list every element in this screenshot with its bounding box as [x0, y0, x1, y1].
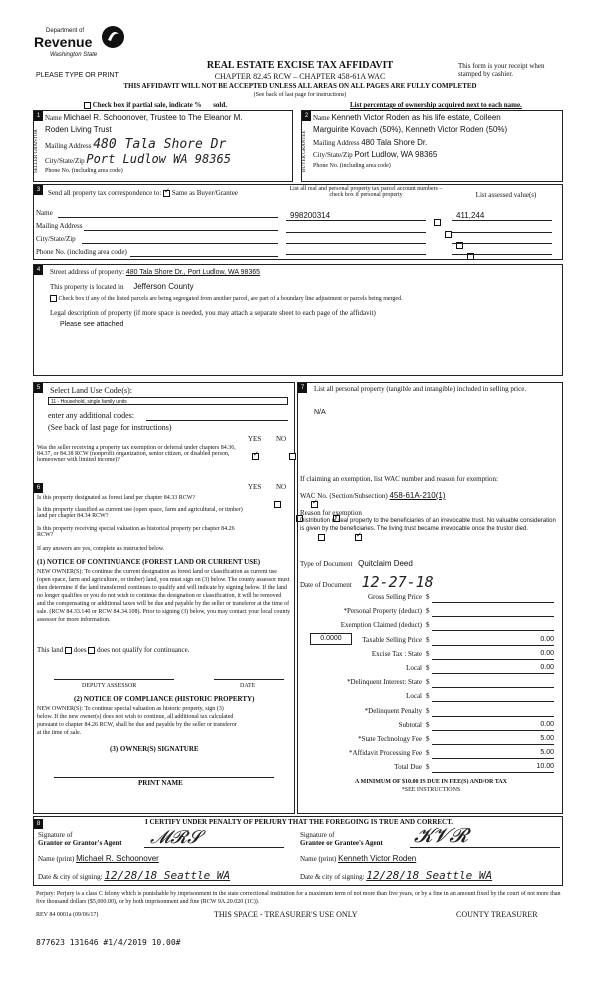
- exemption-yes-checkbox[interactable]: [252, 453, 259, 460]
- assessed-header: List assessed value(s): [475, 191, 537, 199]
- calc-value[interactable]: 0.00: [432, 721, 554, 731]
- calc-value[interactable]: 0.00: [432, 650, 554, 660]
- yes-header-2: YES: [248, 483, 262, 491]
- section-1-number: 1: [34, 111, 43, 121]
- seller-phone-label: Phone No. (including area code): [45, 168, 123, 174]
- calc-label: *Delinquent Penalty: [364, 706, 422, 715]
- calc-row: [300, 593, 562, 605]
- see-instructions: *SEE INSTRUCTIONS: [401, 787, 461, 793]
- form-chapter: CHAPTER 82.45 RCW – CHAPTER 458-61A WAC: [214, 72, 386, 81]
- section-8: [33, 816, 563, 886]
- county[interactable]: Jefferson County: [133, 282, 194, 291]
- same-as-buyer-label: Same as Buyer/Grantee: [171, 189, 238, 197]
- section-6-number: 6: [34, 483, 43, 493]
- doc-type[interactable]: Quitclaim Deed: [358, 559, 413, 568]
- personal-property-checkbox-2[interactable]: [445, 231, 452, 238]
- seller-side-label: SELLER GRANTOR: [34, 129, 39, 173]
- land-use-code-select[interactable]: [48, 397, 288, 405]
- logo-state: Washington State: [50, 52, 98, 58]
- exemption-question: Was the seller receiving a property tax exemption or deferral under chapters 84.36, 84.37, or 84.38 RCW (nonprofit organization, senior citizen, or disabled person, homeowner with limited income)?: [37, 445, 236, 463]
- county-treasurer: COUNTY TREASURER: [456, 910, 538, 919]
- buyer-name-label: Name: [313, 114, 330, 122]
- notice-1-title: (1) NOTICE OF CONTINUANCE (FOREST LAND OR CURRENT USE): [37, 558, 261, 566]
- does-checkbox[interactable]: [65, 647, 72, 654]
- dollar-sign: $: [426, 607, 430, 616]
- calc-row: [300, 763, 562, 775]
- treasurer-space: THIS SPACE - TREASURER'S USE ONLY: [214, 910, 358, 919]
- grantee-date-label: Date & city of signing:: [300, 873, 365, 881]
- owner-signature-line[interactable]: [54, 777, 274, 778]
- calc-value[interactable]: [432, 593, 554, 603]
- seller-city[interactable]: Port Ludlow WA 98365: [86, 152, 231, 166]
- local-rate-box[interactable]: [310, 633, 352, 645]
- same-as-buyer-checkbox[interactable]: [163, 190, 170, 197]
- exemption-no-checkbox[interactable]: [289, 453, 296, 460]
- dollar-sign: $: [426, 649, 430, 658]
- buyer-name-1[interactable]: Kenneth Victor Roden as his life estate, Colleen: [331, 113, 501, 122]
- grantee-signature[interactable]: 𝓚𝓥𝓡: [414, 823, 468, 847]
- land-use-title: Select Land Use Code(s):: [50, 386, 132, 395]
- date-label: DATE: [240, 683, 256, 689]
- current-use-question: Is this property classified as current use (open space, farm and agricultural, or timber) land per chapter 84.34 RCW?: [37, 507, 243, 519]
- logo-dept: Department of: [46, 28, 85, 34]
- grantor-name[interactable]: Michael R. Schoonover: [76, 854, 159, 863]
- doc-date-label: Date of Document: [300, 581, 352, 589]
- seller-name-2[interactable]: Roden Living Trust: [45, 125, 112, 134]
- date-line[interactable]: [214, 679, 284, 680]
- dollar-sign: $: [426, 593, 430, 601]
- segregate-checkbox[interactable]: [50, 295, 57, 302]
- grantee-label: Grantee or Grantee's Agent: [300, 839, 383, 847]
- dollar-sign: $: [426, 692, 430, 701]
- street-label: Street address of property:: [50, 268, 125, 276]
- section-1-seller: [33, 110, 293, 182]
- calc-label: Local: [406, 692, 422, 701]
- grantee-name[interactable]: Kenneth Victor Roden: [338, 854, 417, 863]
- section-2-number: 2: [302, 111, 311, 121]
- section-3-number: 3: [34, 185, 43, 195]
- wac-number[interactable]: 458-61A-210(1): [389, 491, 446, 500]
- seller-mail-label: Mailing Address: [45, 142, 92, 150]
- seller-mail[interactable]: 480 Tala Shore Dr: [93, 137, 227, 152]
- revenue-swirl-icon: [100, 24, 126, 50]
- section-3: [33, 184, 563, 260]
- rev-number: REV 84 0001a (09/06/17): [36, 912, 99, 918]
- seller-name-label: Name: [45, 114, 62, 122]
- logo: [34, 24, 134, 64]
- sec3-phone-label: Phone No. (including area code): [36, 248, 127, 256]
- send-label: Send all property tax correspondence to:: [48, 189, 162, 197]
- buyer-side-label: BUYER GRANTEE: [302, 130, 307, 172]
- calc-row: [300, 650, 562, 662]
- ownership-note: List percentage of ownership acquired next to each name.: [350, 101, 522, 109]
- street-address[interactable]: 480 Tala Shore Dr., Port Ludlow, WA 98365: [125, 269, 261, 276]
- partial-row: [84, 101, 227, 109]
- calc-row: [300, 664, 562, 676]
- section-7-number: 7: [298, 383, 307, 393]
- dollar-sign: $: [426, 720, 430, 729]
- calc-label: Total Due: [394, 763, 422, 772]
- grantor-date[interactable]: 12/28/18 Seattle WA: [104, 869, 231, 882]
- yes-header-1: YES: [248, 435, 262, 443]
- historic-question: Is this property receiving special valuation as historical property per chapter 84.26 RCW?: [37, 526, 235, 538]
- section-8-number: 8: [34, 819, 43, 829]
- calc-value[interactable]: [432, 692, 554, 702]
- segregate-label: Check box if any of the listed parcels are being segregated from another parcel, are part of a boundary line adjustment or parcels being merged.: [58, 295, 403, 302]
- back-note: (See back of last page for instructions): [253, 92, 347, 98]
- instructions: If any answers are yes, complete as instructed below.: [37, 546, 165, 552]
- doc-date[interactable]: 12-27-18: [361, 573, 434, 591]
- buyer-city-label: City/State/Zip: [313, 151, 353, 159]
- deputy-line[interactable]: [54, 679, 174, 680]
- calc-label: Gross Selling Price: [367, 593, 422, 601]
- calc-value[interactable]: 5.00: [432, 735, 554, 745]
- calc-value[interactable]: [432, 621, 554, 631]
- forest-yes-checkbox[interactable]: [274, 501, 281, 508]
- does-not-checkbox[interactable]: [88, 647, 95, 654]
- no-header-1: NO: [276, 435, 287, 443]
- does-not-label: does not: [97, 646, 121, 654]
- calc-label: Local: [406, 664, 422, 672]
- sec5-see-back: (See back of last page for instructions): [48, 423, 172, 432]
- buyer-mail-label: Mailing Address: [313, 139, 360, 147]
- personal-property-checkbox-1[interactable]: [434, 219, 441, 226]
- calc-row: [300, 692, 562, 704]
- land-label: This land: [37, 646, 64, 654]
- calc-label: *Delinquent Interest: State: [346, 678, 422, 687]
- dollar-sign: $: [426, 664, 430, 672]
- grantor-date-label: Date & city of signing:: [38, 873, 103, 881]
- accounts-header: List all real and personal property tax parcel account numbers – check box if personal property: [289, 186, 443, 198]
- calc-value[interactable]: 5.00: [432, 749, 554, 759]
- grantee-date[interactable]: 12/28/18 Seattle WA: [366, 869, 493, 882]
- additional-codes-label: enter any additional codes:: [48, 411, 134, 420]
- calc-label: Subtotal: [398, 720, 422, 729]
- calc-value[interactable]: [432, 607, 554, 617]
- certify: I CERTIFY UNDER PENALTY OF PERJURY THAT THE FOREGOING IS TRUE AND CORRECT.: [144, 818, 453, 826]
- calc-row: [300, 678, 562, 690]
- logo-name: Revenue: [34, 34, 93, 50]
- notice-1-body: NEW OWNER(S): To continue the current designation as forest land or classification as current use (open space, farm and agriculture, or timber) land, you must sign on (3) below. The county assessor must then determine if the land transferred continues to qualify and will indicate by signing below. If the land no longer qualifies or you do not wish to continue the designation or classification, it will be removed and the compensating or additional taxes will be due and payable by the seller or transferor at the time of sale. (RCW 84.33.140 or RCW 84.34.108). Prior to signing (3) below, you may contact your local county assessor for more information.: [37, 569, 291, 623]
- print-name-label: PRINT NAME: [138, 779, 183, 787]
- deputy-label: DEPUTY ASSESSOR: [82, 683, 137, 689]
- grantee-name-label: Name (print): [300, 855, 337, 863]
- legal-description[interactable]: Please see attached: [60, 321, 124, 328]
- dollar-sign: $: [426, 749, 430, 758]
- calc-label: *Affidavit Processing Fee: [349, 749, 422, 758]
- calc-value[interactable]: [432, 678, 554, 688]
- receipt-note: This form is your receipt when stamped by cashier.: [458, 62, 545, 78]
- calc-label: Exemption Claimed (deduct): [340, 621, 422, 630]
- dollar-sign: $: [426, 621, 430, 630]
- sec3-name-label: Name: [36, 209, 53, 217]
- print-type: PLEASE TYPE OR PRINT: [36, 72, 119, 79]
- seller-city-label: City/State/Zip: [45, 157, 85, 165]
- calc-row: [300, 735, 562, 747]
- grantor-label: Grantor or Grantor's Agent: [38, 839, 122, 847]
- section-2-buyer: [301, 110, 563, 182]
- sec3-phone-line[interactable]: [130, 256, 278, 257]
- perjury: Perjury: Perjury is a class C felony which is punishable by imprisonment in the state correctional institution for a maximum term of not more than five years, or by a fine in an amount fixed by the court of not more than five thousand dollars ($5,000.00), or by both imprisonment and fine (RCW 9A.20.020 (1C)).: [36, 891, 561, 905]
- calc-label: Excise Tax : State: [371, 649, 422, 658]
- buyer-name-2[interactable]: Marguirite Kovach (50%), Kenneth Victor Roden (50%): [313, 125, 508, 134]
- calc-label: *State Technology Fee: [358, 735, 422, 743]
- grantor-sig-label: Signature of: [38, 831, 73, 839]
- grantor-name-label: Name (print): [38, 855, 75, 863]
- notice-3-title: (3) OWNER(S) SIGNATURE: [110, 745, 199, 753]
- additional-codes-line[interactable]: [146, 420, 288, 421]
- partial-label: Check box if partial sale, indicate %: [92, 101, 202, 109]
- section-5-number: 5: [34, 383, 43, 393]
- land-use-code: 11 - Household, single family units: [51, 399, 127, 405]
- local-rate: 0.0000: [320, 635, 342, 642]
- wac-label: WAC No. (Section/Subsection): [300, 492, 388, 500]
- notice-2-body: NEW OWNER(S): To continue special valuation as historic property, sign (3) below. If the new owner(s) does not wish to continue, all additional tax calculated pursuant to chapter 84.26 RCW, shall be due and payable by the seller or transferor at the time of sale.: [37, 706, 237, 736]
- calc-row: [300, 721, 562, 733]
- calc-row: [300, 607, 562, 619]
- section-7: [297, 382, 563, 814]
- section-4-number: 4: [34, 265, 43, 275]
- sec3-mail-line[interactable]: [84, 230, 278, 231]
- calc-value[interactable]: 10.00: [432, 763, 554, 773]
- form-title: REAL ESTATE EXCISE TAX AFFIDAVIT: [206, 60, 394, 71]
- sec3-name-line[interactable]: [58, 217, 278, 218]
- reason-text[interactable]: Distribution of real property to the beneficiaries of an irrevocable trust. No valuable consideration is given by the beneficiaries. The living trust became irrevocable once the trustor died.: [300, 518, 556, 532]
- grantee-sig-label: Signature of: [300, 831, 335, 839]
- calc-value[interactable]: 0.00: [432, 636, 554, 646]
- calc-row: [300, 707, 562, 719]
- section-4: [33, 264, 563, 376]
- section-5-6: [33, 382, 295, 814]
- buyer-phone-label: Phone No. (including area code): [313, 163, 391, 169]
- minimum-note: A MINIMUM OF $10.00 IS DUE IN FEE(S) AND/OR TAX: [355, 779, 507, 785]
- seller-name-1[interactable]: Michael R. Schoonover, Trustee to The Eleanor M.: [63, 113, 243, 122]
- grantor-signature[interactable]: 𝓜𝓡𝓢: [150, 827, 201, 848]
- sec3-city-line[interactable]: [82, 243, 278, 244]
- personal-property-title: List all personal property (tangible and intangible) included in selling price.: [314, 385, 527, 393]
- calc-value[interactable]: 0.00: [432, 664, 554, 674]
- personal-property-value[interactable]: N/A: [314, 409, 326, 416]
- partial-sold: sold.: [213, 101, 228, 109]
- doc-type-label: Type of Document: [300, 560, 353, 568]
- assessed-value[interactable]: 411,244: [456, 211, 485, 220]
- forest-question: Is this property designated as forest land per chapter 84.33 RCW?: [37, 495, 196, 501]
- calc-row: [300, 749, 562, 761]
- partial-sale-checkbox[interactable]: [84, 102, 91, 109]
- calc-label: Taxable Selling Price: [362, 635, 422, 644]
- dollar-sign: $: [426, 706, 430, 715]
- dollar-sign: $: [426, 763, 430, 772]
- calc-row: [300, 621, 562, 633]
- qualify-label: qualify for continuance.: [122, 646, 190, 654]
- buyer-city[interactable]: Port Ludlow, WA 98365: [354, 150, 438, 159]
- dollar-sign: $: [426, 635, 430, 644]
- sec3-city-label: City/State/Zip: [36, 235, 76, 243]
- calc-label: *Personal Property (deduct): [343, 607, 422, 616]
- calc-value[interactable]: [432, 707, 554, 717]
- legal-label: Legal description of property (if more space is needed, you may attach a separate sheet to each page of the affidavit): [50, 309, 376, 317]
- sec3-mail-label: Mailing Address: [36, 222, 83, 230]
- dollar-sign: $: [426, 678, 430, 687]
- does-label: does: [73, 646, 87, 654]
- account-number[interactable]: 998200314: [290, 211, 331, 220]
- reason-label: Reason for exemption: [300, 509, 362, 517]
- notice-2-title: (2) NOTICE OF COMPLIANCE (HISTORIC PROPERTY): [74, 695, 255, 703]
- located-label: This property is located in: [50, 283, 124, 291]
- form-warning: THIS AFFIDAVIT WILL NOT BE ACCEPTED UNLESS ALL AREAS ON ALL PAGES ARE FULLY COMPLETED: [123, 82, 477, 90]
- dollar-sign: $: [426, 735, 430, 743]
- buyer-mail[interactable]: 480 Tala Shore Dr.: [361, 138, 428, 147]
- exemption-title: If claiming an exemption, list WAC number and reason for exemption:: [300, 475, 498, 483]
- no-header-2: NO: [276, 483, 287, 491]
- cashier-stamp: 877623 131646 #1/4/2019 10.00#: [36, 938, 181, 947]
